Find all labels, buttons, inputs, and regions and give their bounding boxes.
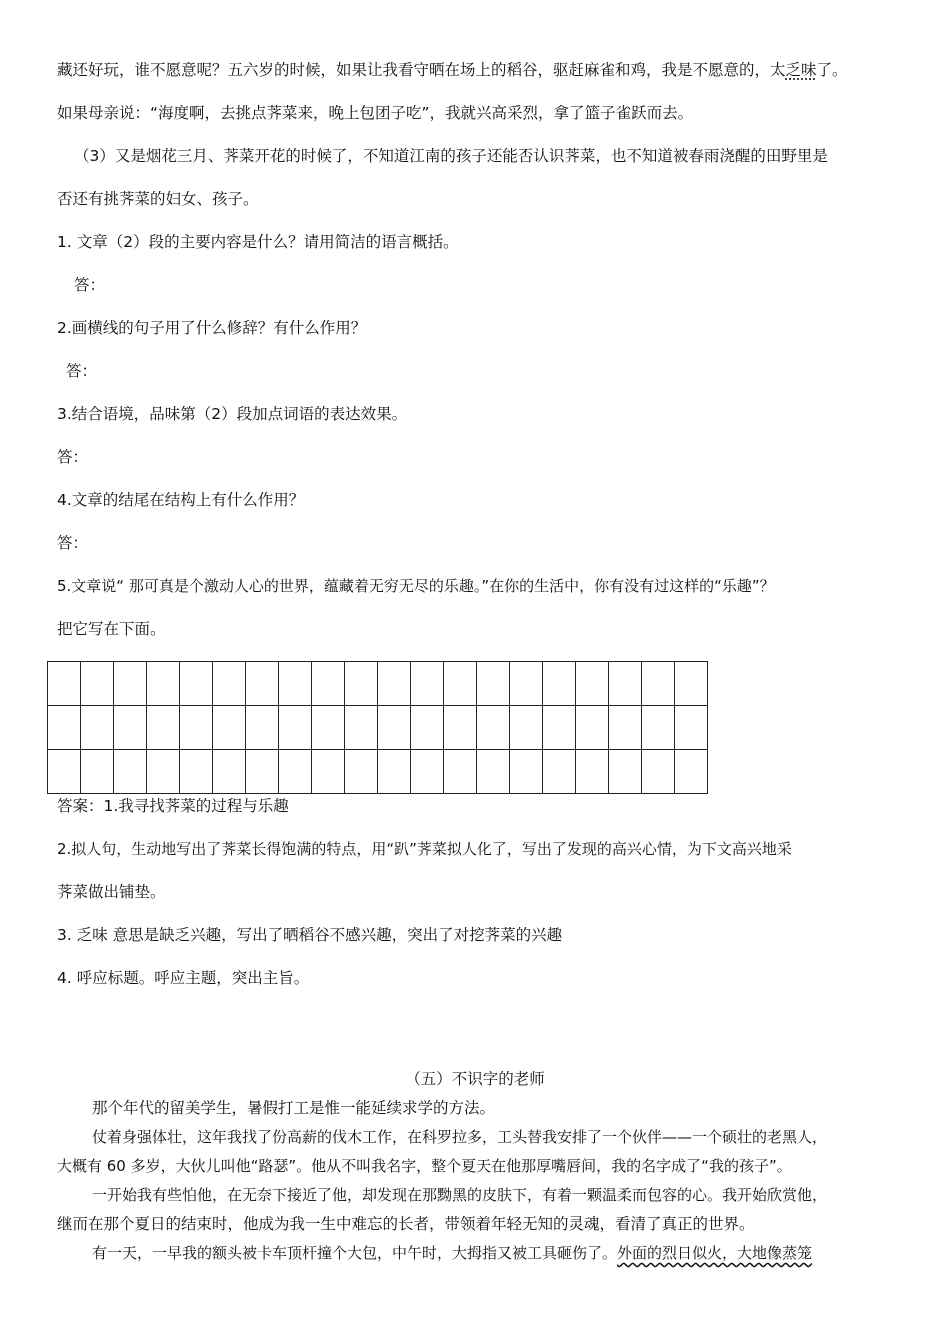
grid-cell bbox=[609, 662, 642, 706]
grid-cell bbox=[147, 750, 180, 794]
grid-row bbox=[48, 750, 708, 794]
answer-key-2-line-2: 荠菜做出铺垫。 bbox=[57, 883, 166, 901]
grid-cell bbox=[477, 662, 510, 706]
story-paragraph-4-text: 有一天，一早我的额头被卡车顶杆撞个大包，中午时，大拇指又被工具砸伤了。 bbox=[92, 1244, 618, 1262]
story-paragraph-2-line-1: 仗着身强体壮，这年我找了份高薪的伐木工作，在科罗拉多，工头替我安排了一个伙伴——一个硕壮的老黑人， bbox=[92, 1128, 828, 1146]
grid-cell bbox=[114, 706, 147, 750]
grid-cell bbox=[81, 750, 114, 794]
grid-cell bbox=[378, 706, 411, 750]
question-5-line-1: 5.文章说“ 那可真是个激动人心的世界，蕴藏着无穷无尽的乐趣。”在你的生活中，你有没有过这样的“乐趣”？ bbox=[57, 577, 775, 595]
grid-cell bbox=[576, 750, 609, 794]
grid-cell bbox=[147, 706, 180, 750]
grid-cell bbox=[510, 706, 543, 750]
grid-cell bbox=[576, 662, 609, 706]
grid-cell bbox=[444, 706, 477, 750]
answer-label-2: 答： bbox=[66, 362, 98, 380]
grid-cell bbox=[477, 750, 510, 794]
story-paragraph-3-line-2: 继而在那个夏日的结束时，他成为我一生中难忘的长者，带领着年轻无知的灵魂，看清了真正的世界。 bbox=[57, 1215, 755, 1233]
grid-cell bbox=[543, 662, 576, 706]
grid-cell bbox=[543, 750, 576, 794]
grid-cell bbox=[576, 706, 609, 750]
paragraph-3-line-1: （3）又是烟花三月、荠菜开花的时候了，不知道江南的孩子还能否认识荠菜，也不知道被春雨浇醒的田野里是 bbox=[74, 147, 828, 165]
answer-key-1: 答案：1.我寻找荠菜的过程与乐趣 bbox=[57, 797, 289, 815]
answer-label-1: 答： bbox=[74, 276, 106, 294]
grid-cell bbox=[642, 706, 675, 750]
question-4: 4.文章的结尾在结构上有什么作用？ bbox=[57, 491, 305, 509]
grid-cell bbox=[279, 706, 312, 750]
grid-cell bbox=[642, 750, 675, 794]
grid-cell bbox=[345, 706, 378, 750]
grid-cell bbox=[48, 706, 81, 750]
grid-cell bbox=[444, 750, 477, 794]
grid-cell bbox=[180, 662, 213, 706]
grid-cell bbox=[444, 662, 477, 706]
dotted-word: 乏味 bbox=[785, 61, 817, 79]
grid-cell bbox=[510, 750, 543, 794]
grid-cell bbox=[477, 706, 510, 750]
story-paragraph-2-line-2: 大概有 60 多岁，大伙儿叫他“路瑟”。他从不叫我名字，整个夏天在他那厚嘴唇间，我的名字成了“我的孩子”。 bbox=[57, 1157, 792, 1175]
section-title: （五）不识字的老师 bbox=[405, 1070, 545, 1088]
grid-cell bbox=[213, 662, 246, 706]
grid-cell bbox=[378, 750, 411, 794]
grid-cell bbox=[642, 662, 675, 706]
grid-cell bbox=[114, 750, 147, 794]
answer-key-2-line-1: 2.拟人句，生动地写出了荠菜长得饱满的特点，用“趴”荠菜拟人化了，写出了发现的高兴心情，为下文高兴地采 bbox=[57, 840, 792, 858]
line-1-text-a: 藏还好玩，谁不愿意呢？五六岁的时候，如果让我看守晒在场上的稻谷，驱赶麻雀和鸡，我是不愿意的，太 bbox=[57, 61, 786, 79]
answer-label-4: 答： bbox=[57, 534, 89, 552]
wavy-underlined-sentence: 外面的烈日似火，大地像蒸笼 bbox=[617, 1244, 813, 1262]
story-paragraph-1: 那个年代的留美学生，暑假打工是惟一能延续求学的方法。 bbox=[92, 1099, 496, 1117]
grid-cell bbox=[81, 662, 114, 706]
question-1: 1. 文章（2）段的主要内容是什么？请用简洁的语言概括。 bbox=[57, 233, 459, 251]
grid-cell bbox=[48, 662, 81, 706]
grid-cell bbox=[246, 662, 279, 706]
grid-cell bbox=[213, 750, 246, 794]
grid-cell bbox=[312, 750, 345, 794]
line-1 bbox=[57, 59, 848, 81]
answer-key-3: 3. 乏味 意思是缺乏兴趣，写出了晒稻谷不感兴趣，突出了对挖荠菜的兴趣 bbox=[57, 926, 563, 944]
question-5-line-2: 把它写在下面。 bbox=[57, 620, 166, 638]
story-paragraph-3-line-1: 一开始我有些怕他，在无奈下接近了他，却发现在那黝黑的皮肤下，有着一颗温柔而包容的心。我开始欣赏他， bbox=[92, 1186, 828, 1204]
grid-row bbox=[48, 706, 708, 750]
question-3: 3.结合语境，品味第（2）段加点词语的表达效果。 bbox=[57, 405, 408, 423]
story-paragraph-4 bbox=[92, 1242, 812, 1264]
grid-cell bbox=[246, 750, 279, 794]
grid-cell bbox=[411, 706, 444, 750]
grid-cell bbox=[609, 750, 642, 794]
question-2: 2.画横线的句子用了什么修辞？有什么作用？ bbox=[57, 319, 367, 337]
grid-cell bbox=[180, 706, 213, 750]
grid-cell bbox=[411, 662, 444, 706]
grid-row bbox=[48, 662, 708, 706]
line-1-text-c: 了。 bbox=[816, 61, 848, 79]
grid-cell bbox=[609, 706, 642, 750]
grid-cell bbox=[246, 706, 279, 750]
grid-cell bbox=[345, 662, 378, 706]
grid-cell bbox=[411, 750, 444, 794]
grid-cell bbox=[675, 662, 708, 706]
line-2: 如果母亲说：“海度啊，去挑点荠菜来，晚上包团子吃”，我就兴高采烈，拿了篮子雀跃而去。 bbox=[57, 104, 694, 122]
grid-cell bbox=[675, 706, 708, 750]
grid-cell bbox=[114, 662, 147, 706]
grid-cell bbox=[510, 662, 543, 706]
answer-grid bbox=[47, 661, 708, 794]
grid-cell bbox=[312, 706, 345, 750]
grid-cell bbox=[312, 662, 345, 706]
grid-cell bbox=[543, 706, 576, 750]
grid-cell bbox=[180, 750, 213, 794]
grid-cell bbox=[81, 706, 114, 750]
grid-cell bbox=[345, 750, 378, 794]
answer-key-4: 4. 呼应标题。呼应主题，突出主旨。 bbox=[57, 969, 310, 987]
grid-cell bbox=[378, 662, 411, 706]
grid-cell bbox=[48, 750, 81, 794]
grid-cell bbox=[147, 662, 180, 706]
answer-label-3: 答： bbox=[57, 448, 89, 466]
grid-cell bbox=[675, 750, 708, 794]
paragraph-3-line-2: 否还有挑荠菜的妇女、孩子。 bbox=[57, 190, 259, 208]
grid-cell bbox=[279, 750, 312, 794]
grid-cell bbox=[213, 706, 246, 750]
grid-cell bbox=[279, 662, 312, 706]
